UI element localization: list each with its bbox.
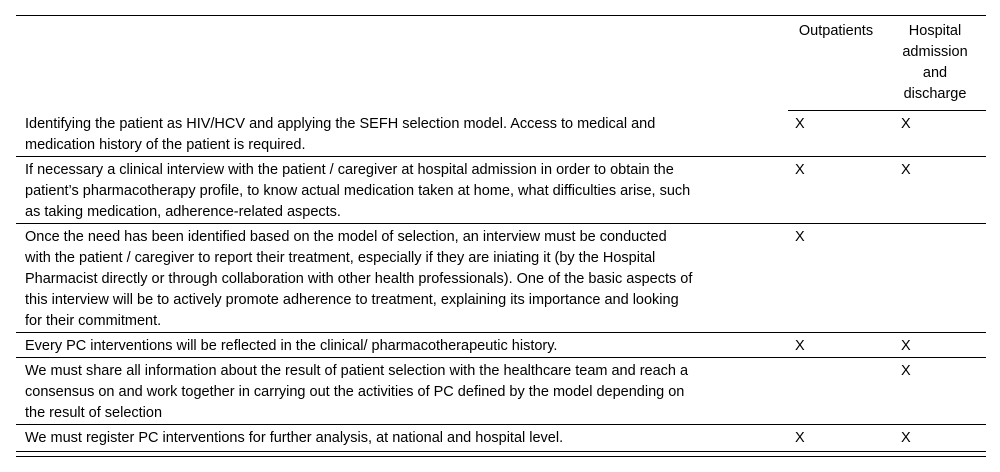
- row-text-line: We must register PC interventions for further analysis, at national and hospital level.: [25, 430, 564, 446]
- row-text-line: as taking medication, adherence-related aspects.: [25, 204, 341, 220]
- table-row: [25, 428, 775, 449]
- row-text-line: Once the need has been identified based on the model of selection, an interview must be conducted: [25, 229, 667, 245]
- row-rule: [16, 357, 986, 358]
- hospital-mark: X: [901, 116, 911, 132]
- outpatients-mark: X: [795, 116, 805, 132]
- header-outpatients-label: Outpatients: [798, 23, 874, 39]
- outpatients-mark: X: [795, 229, 805, 245]
- table-top-rule: [16, 15, 986, 16]
- table-row: [25, 227, 775, 332]
- table-bottom-rule: [16, 451, 986, 452]
- header-hospital-line: and: [922, 65, 948, 81]
- row-text-line: with the patient / caregiver to report their treatment, especially if they are iniating it (by the Hospital: [25, 250, 656, 266]
- hospital-mark: X: [901, 430, 911, 446]
- row-text-line: the result of selection: [25, 405, 163, 421]
- hospital-mark: X: [901, 363, 911, 379]
- row-rule: [16, 156, 986, 157]
- header-hospital: [884, 21, 986, 105]
- row-text-line: We must share all information about the result of patient selection with the healthcare team and reach a: [25, 363, 689, 379]
- header-hospital-line: Hospital: [908, 23, 962, 39]
- header-rule: [788, 110, 986, 111]
- outpatients-mark: X: [795, 430, 805, 446]
- table-row: [25, 114, 775, 156]
- hospital-mark: X: [901, 338, 911, 354]
- row-text-line: Pharmacist directly or through collaboration with other health professionals). One of the basic aspects of: [25, 271, 693, 287]
- row-rule: [16, 424, 986, 425]
- outpatients-mark: X: [795, 338, 805, 354]
- header-hospital-line: discharge: [903, 86, 967, 102]
- row-rule: [16, 223, 986, 224]
- outpatients-mark: X: [795, 162, 805, 178]
- table-bottom-rule: [16, 456, 986, 457]
- row-text-line: medication history of the patient is required.: [25, 137, 306, 153]
- row-text-line: this interview will be to actively promote adherence to treatment, explaining its importance and looking: [25, 292, 679, 308]
- row-text-line: patient’s pharmacotherapy profile, to know actual medication taken at home, what difficulties arise, such: [25, 183, 691, 199]
- row-text-line: If necessary a clinical interview with the patient / caregiver at hospital admission in order to obtain the: [25, 162, 674, 178]
- header-hospital-line: admission: [902, 44, 968, 60]
- row-text-line: Identifying the patient as HIV/HCV and applying the SEFH selection model. Access to medical and: [25, 116, 656, 132]
- header-outpatients: [788, 21, 884, 42]
- table-row: [25, 336, 775, 357]
- row-rule: [16, 332, 986, 333]
- row-text-line: consensus on and work together in carrying out the activities of PC defined by the model depending on: [25, 384, 685, 400]
- table-row: [25, 361, 775, 424]
- hospital-mark: X: [901, 162, 911, 178]
- table-row: [25, 160, 775, 223]
- row-text-line: Every PC interventions will be reflected in the clinical/ pharmacotherapeutic history.: [25, 338, 558, 354]
- row-text-line: for their commitment.: [25, 313, 162, 329]
